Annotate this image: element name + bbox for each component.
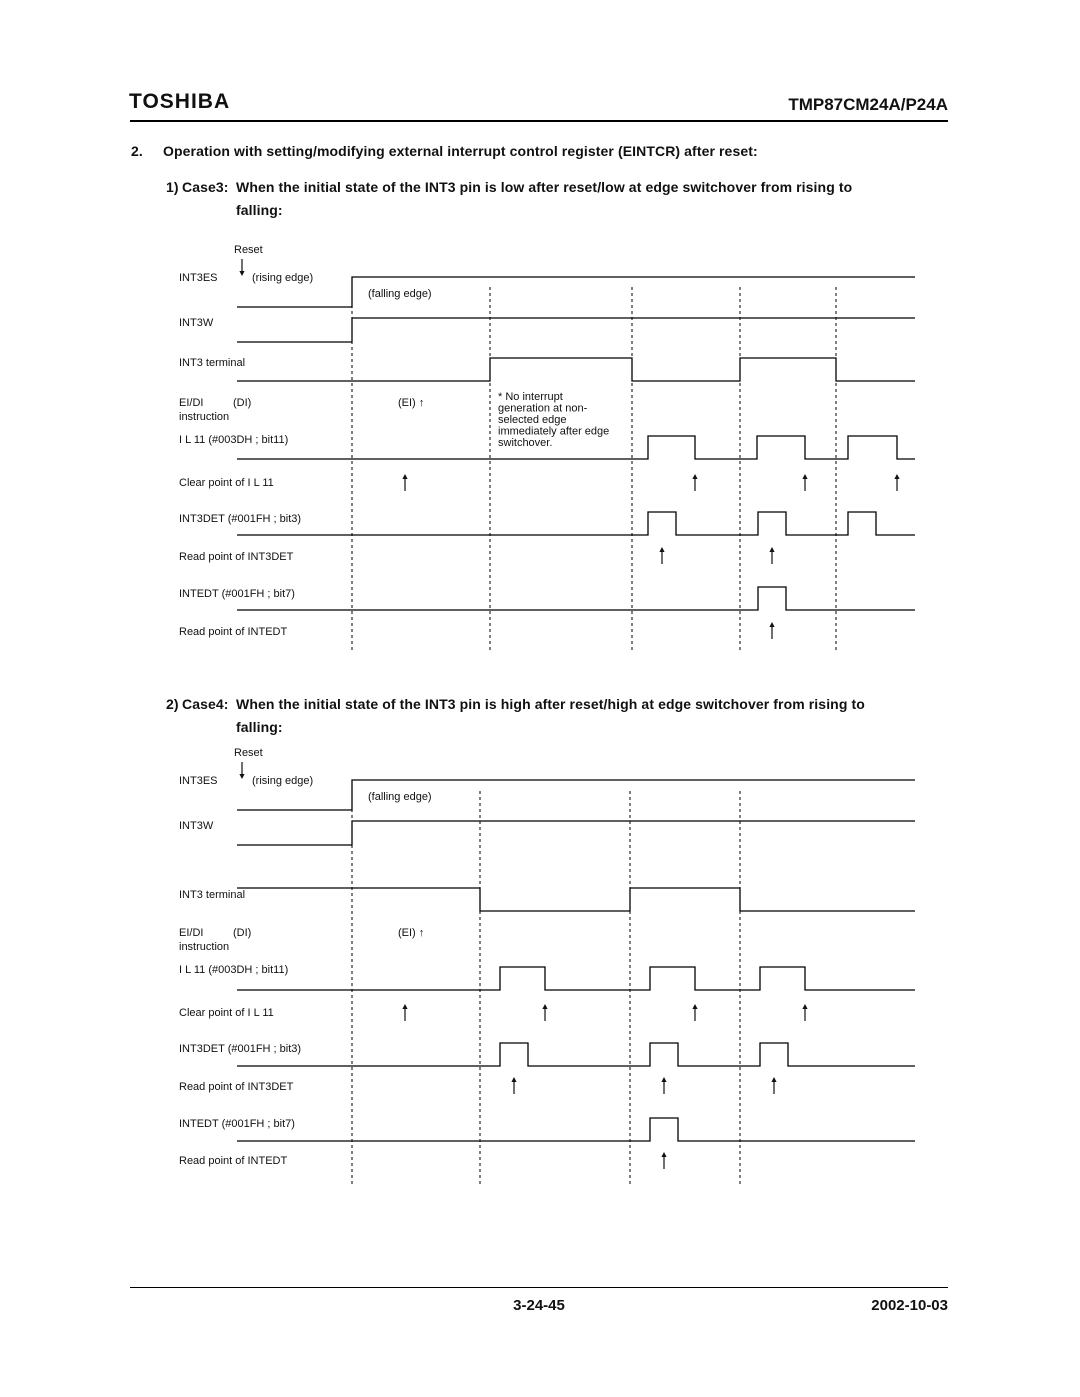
read-int3det-arrow-head [511,1077,516,1082]
di-label: (DI) [233,927,252,939]
case3-heading-line2: falling: [236,202,283,218]
falling-edge-label: (falling edge) [368,791,432,803]
item-text: Operation with setting/modifying external interrupt control register (EINTCR) after reset: [163,143,758,159]
timing-diagram-case4 [179,747,915,1184]
case4-number: 2) [166,696,179,712]
note-line-2: generation at non- [498,402,588,415]
instruction-label: instruction [179,941,230,953]
footer-date: 2002-10-03 [871,1297,948,1314]
int3-terminal-label: INT3 terminal [179,889,246,901]
doc-number: TMP87CM24A/P24A [788,95,948,114]
clear-point-arrow-head [802,1004,807,1009]
il11-label: I L 11 (#003DH ; bit11) [179,434,289,446]
ei-label: (EI) ↑ [398,397,425,409]
clear-point-arrow-head [542,1004,547,1009]
read-int3det-arrow-head [771,1077,776,1082]
int3w-wave [237,821,915,845]
read-int3det-label: Read point of INT3DET [179,1081,294,1093]
intedt-wave [237,587,915,610]
int3w-wave [237,318,915,342]
reset-arrow-head [239,271,244,276]
di-label: (DI) [233,397,252,409]
instruction-label: instruction [179,411,230,423]
intedt-wave [237,1118,915,1141]
page-number: 3-24-45 [513,1297,565,1314]
case3-heading-line1: When the initial state of the INT3 pin is low after reset/low at edge switchover from rising to [236,179,853,195]
read-intedt-label: Read point of INTEDT [179,626,288,638]
read-intedt-label: Read point of INTEDT [179,1155,288,1167]
note-line-3: selected edge [498,414,567,426]
int3w-label: INT3W [179,820,214,832]
reset-label: Reset [234,244,263,256]
int3-terminal-wave [237,888,915,911]
read-int3det-arrow-head [661,1077,666,1082]
read-int3det-label: Read point of INT3DET [179,551,294,563]
il11-wave [237,967,915,990]
intedt-label: INTEDT (#001FH ; bit7) [179,1118,295,1130]
clear-point-arrow-head [894,474,899,479]
clear-point-arrow-head [692,474,697,479]
read-intedt-arrow-head [661,1152,666,1157]
int3es-wave [237,277,915,307]
int3-terminal-label: INT3 terminal [179,357,246,369]
clear-point-arrow-head [692,1004,697,1009]
case4-heading-line1: When the initial state of the INT3 pin is high after reset/high at edge switchover from rising to [236,696,865,712]
read-intedt-arrow-head [769,622,774,627]
ei-di-label: EI/DI [179,397,204,409]
int3es-label: INT3ES [179,272,218,284]
item-number: 2. [131,143,143,159]
int3es-label: INT3ES [179,775,218,787]
falling-edge-label: (falling edge) [368,288,432,300]
clear-point-label: Clear point of I L 11 [179,477,274,489]
rising-edge-label: (rising edge) [252,775,314,787]
int3det-wave [237,1043,915,1066]
clear-point-arrow-head [802,474,807,479]
reset-label: Reset [234,747,263,759]
case3-number: 1) [166,179,179,195]
brand-logo: TOSHIBA [129,90,231,113]
timing-diagram-case3 [179,244,915,651]
int3es-wave [237,780,915,810]
clear-point-label: Clear point of I L 11 [179,1007,274,1019]
int3-terminal-wave [237,358,915,381]
note-line-5: switchover. [498,437,553,449]
read-int3det-arrow-head [769,547,774,552]
il11-wave [237,436,915,459]
int3det-label: INT3DET (#001FH ; bit3) [179,513,302,525]
clear-point-arrow-head [402,1004,407,1009]
footer-rule [130,1287,948,1288]
ei-label: (EI) ↑ [398,927,425,939]
intedt-label: INTEDT (#001FH ; bit7) [179,588,295,600]
note-line-1: * No interrupt [498,391,563,403]
int3w-label: INT3W [179,317,214,329]
note-line-4: immediately after edge [498,425,610,438]
clear-point-arrow-head [402,474,407,479]
case4-label: Case4: [182,696,229,712]
ei-di-label: EI/DI [179,927,204,939]
reset-arrow-head [239,774,244,779]
read-int3det-arrow-head [659,547,664,552]
il11-label: I L 11 (#003DH ; bit11) [179,964,289,976]
int3det-wave [237,512,915,535]
rising-edge-label: (rising edge) [252,272,314,284]
case4-heading-line2: falling: [236,719,283,735]
int3det-label: INT3DET (#001FH ; bit3) [179,1043,302,1055]
case3-label: Case3: [182,179,229,195]
